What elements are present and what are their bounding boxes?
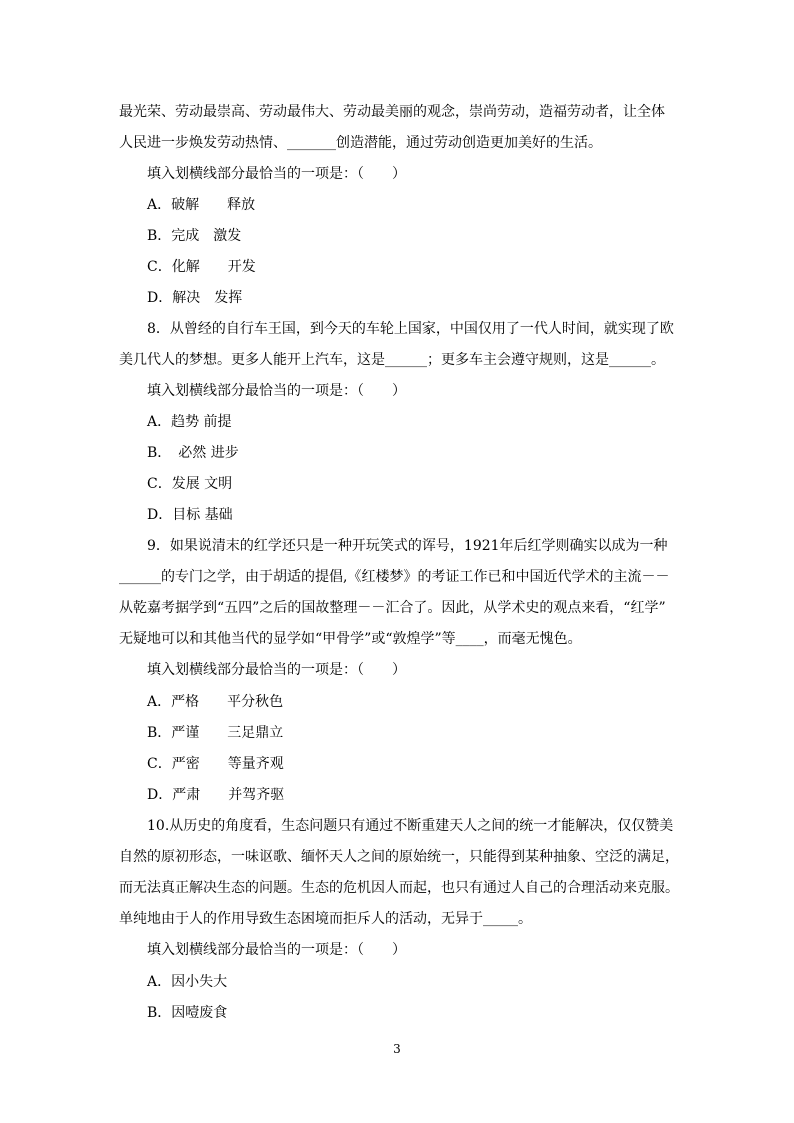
q7-option-a: A．破解 释放 — [147, 197, 256, 213]
q9-stem-line-4: 无疑地可以和其他当代的显学如“甲骨学”或“敦煌学”等____，而毫无愧色。 — [119, 631, 582, 647]
q10-stem-line-2: 自然的原初形态，一味讴歌、缅怀天人之间的原始统一，只能得到某种抽象、空泛的满足， — [119, 849, 679, 865]
q10-stem-line-1: 10.从历史的角度看，生态问题只有通过不断重建天人之间的统一才能解决，仅仅赞美 — [147, 818, 674, 834]
q9-option-c: C．严密 等量齐观 — [147, 756, 284, 772]
q7-prompt: 填入划横线部分最恰当的一项是：（ ） — [147, 166, 406, 182]
q9-stem-line-3: 从乾嘉考据学到“五四”之后的国故整理－－汇合了。因此，从学术史的观点来看，“红学” — [119, 600, 666, 616]
q8-option-b: B． 必然 进步 — [147, 445, 239, 461]
page-number: 3 — [393, 1042, 401, 1056]
q9-prompt: 填入划横线部分最恰当的一项是：（ ） — [147, 662, 406, 678]
q8-stem-line-1: 8．从曾经的自行车王国，到今天的车轮上国家，中国仅用了一代人时间，就实现了欧 — [147, 321, 674, 337]
q8-option-a: A．趋势 前提 — [147, 414, 232, 430]
q7-stem-line-1: 最光荣、劳动最崇高、劳动最伟大、劳动最美丽的观念，崇尚劳动，造福劳动者，让全体 — [119, 104, 665, 120]
q10-option-a: A．因小失大 — [147, 974, 228, 990]
q9-option-a: A．严格 平分秋色 — [147, 694, 284, 710]
q7-option-c: C．化解 开发 — [147, 259, 256, 275]
q9-stem-line-2: ______的专门之学，由于胡适的提倡,《红楼梦》的考证工作已和中国近代学术的主流－－ — [119, 569, 670, 585]
q8-option-c: C．发展 文明 — [147, 476, 233, 492]
q8-prompt: 填入划横线部分最恰当的一项是：（ ） — [147, 383, 406, 399]
q8-stem-line-2: 美几代人的梦想。更多人能开上汽车，这是______；更多车主会遵守规则，这是______。 — [119, 352, 665, 368]
q10-stem-line-4: 单纯地由于人的作用导致生态困境而拒斥人的活动，无异于_____。 — [119, 911, 532, 927]
q7-stem-line-2: 人民进一步焕发劳动热情、_______创造潜能，通过劳动创造更加美好的生活。 — [119, 135, 602, 151]
q7-option-d: D．解决 发挥 — [147, 290, 243, 306]
q9-option-b: B．严谨 三足鼎立 — [147, 725, 284, 741]
q10-option-b: B．因噎废食 — [147, 1005, 228, 1021]
q9-stem-line-1: 9．如果说清末的红学还只是一种开玩笑式的诨号，1921年后红学则确实以成为一种 — [147, 538, 668, 554]
q7-option-b: B．完成 激发 — [147, 228, 242, 244]
q8-option-d: D．目标 基础 — [147, 507, 233, 523]
q9-option-d: D．严肃 并驾齐驱 — [147, 787, 285, 803]
q10-prompt: 填入划横线部分最恰当的一项是：（ ） — [147, 942, 406, 958]
q10-stem-line-3: 而无法真正解决生态的问题。生态的危机因人而起，也只有通过人自己的合理活动来克服。 — [119, 880, 679, 896]
